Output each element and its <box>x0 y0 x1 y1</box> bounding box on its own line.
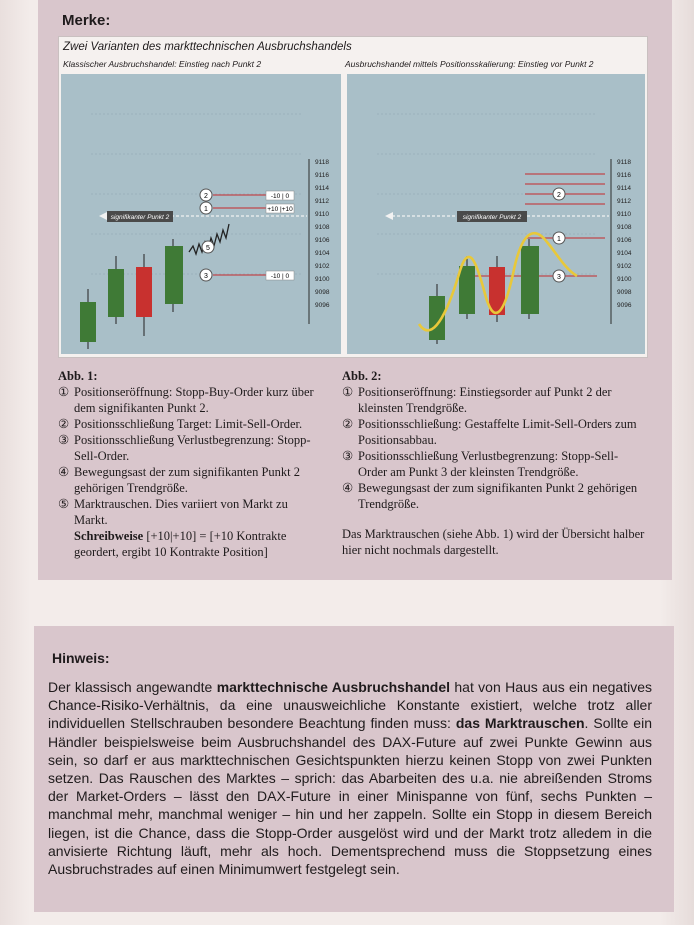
left-signal-label: signifikanter Punkt 2 <box>110 214 170 221</box>
left-tick: 9096 <box>315 302 330 309</box>
merke-heading: Merke: <box>62 12 111 29</box>
caption-item: ④ Bewegungsast der zum signifikanten Punkt 2 gehörigen Trendgröße. <box>58 465 301 495</box>
right-tick: 9114 <box>617 185 631 192</box>
caption-abb2-title: Abb. 2: <box>342 369 382 383</box>
right-tick: 9106 <box>617 237 632 244</box>
left-tick: 9104 <box>315 250 330 257</box>
left-tick: 9100 <box>315 276 330 283</box>
left-tick: 9112 <box>315 198 329 205</box>
left-marker: 1 <box>204 206 208 213</box>
left-tick: 9098 <box>315 289 330 296</box>
left-candle <box>136 267 152 317</box>
left-marker: 5 <box>206 245 210 252</box>
right-tick: 9116 <box>617 172 631 179</box>
figure-title: Zwei Varianten des markttechnischen Ausbruchshandels <box>63 41 352 53</box>
right-candle <box>521 246 539 314</box>
caption-item: ④ Bewegungsast der zum signifikanten Punkt 2 gehörigen Trendgröße. <box>342 481 638 511</box>
left-order-label: -10 | 0 <box>270 273 290 280</box>
left-tick: 9118 <box>315 159 329 166</box>
caption-item: ③ Positionsschließung Verlustbegrenzung: Stopp-Sell-Order am Punkt 3 der kleinsten Trendgröße. <box>342 449 619 479</box>
caption-item: ② Positionsschließung: Gestaffelte Limit-Sell-Orders zum Positionsabbau. <box>342 417 637 447</box>
schreibweise-note: Schreibweise [+10|+10] = [+10 Kontrakte geordert, ergibt 10 Kontrakte Position] <box>74 529 287 559</box>
left-marker: 3 <box>204 273 208 280</box>
right-tick: 9102 <box>617 263 632 270</box>
left-candle <box>80 302 96 342</box>
highlight-term: markttechnische Ausbruchshandel <box>216 679 451 695</box>
right-tick: 9108 <box>617 224 632 231</box>
right-tick: 9104 <box>617 250 632 257</box>
left-order-label: +10 |+10 <box>267 206 293 213</box>
highlight-term: das Marktrauschen <box>455 715 585 732</box>
right-marker: 1 <box>557 236 561 243</box>
right-tick: 9112 <box>617 198 631 205</box>
left-chart <box>61 74 341 354</box>
caption-item: ① Positionseröffnung: Einstiegsorder auf Punkt 2 der kleinsten Trendgröße. <box>342 385 612 415</box>
left-marker: 2 <box>204 193 208 200</box>
left-tick: 9102 <box>315 263 330 270</box>
left-tick: 9106 <box>315 237 330 244</box>
right-marker: 2 <box>557 192 561 199</box>
caption-abb1 <box>58 368 320 560</box>
left-tick: 9114 <box>315 185 329 192</box>
left-order-label: -10 | 0 <box>270 193 290 200</box>
caption-item: ① Positionseröffnung: Stopp-Buy-Order kurz über dem signifikanten Punkt 2. <box>58 385 314 415</box>
left-candle <box>108 269 124 317</box>
right-tick: 9118 <box>617 159 631 166</box>
right-candle <box>459 266 475 314</box>
left-chart-subtitle: Klassischer Ausbruchshandel: Einstieg nach Punkt 2 <box>63 59 262 69</box>
right-tick: 9110 <box>617 211 631 218</box>
right-tick: 9100 <box>617 276 632 283</box>
hinweis-heading: Hinweis: <box>52 650 110 666</box>
left-tick: 9110 <box>315 211 329 218</box>
hinweis-body: Der klassisch angewandte markttechnische Ausbruchshandel hat von Haus aus ein negatives Chance-Risiko-Verhältnis, da eine unausweichliche Konstante existiert, welche trotz aller individuellen Stellschrauben besondere Beachtung finden muss: das Marktrauschen. Sollte ein Händler beispielsweise beim Ausbruchshandel des DAX-Future auf zwei Punkte Gewinn aus sein, so darf er aus markttechnischen Gesichtspunkten hierzu keinen Stopp von zwei Punkten setzen. Das Rauschen des Marktes – sprich: das Abarbeiten des u.a. nie abreißenden Stroms der Market-Orders – lässt den DAX-Future in einer Minispanne von fünf, sechs Punkten – manchmal mehr, manchmal weniger – hin und her zappeln. Sollte ein Stopp in diesem Bereich liegen, ist die Chance, dass die Stopp-Order ausgelöst wird und der Markt trotz alledem in die anvisierte Richtung läuft, mehr als hoch. Dementsprechend muss die Stoppsetzung eines Ausbruchstrades auf einen Minimumwert festgelegt sein. <box>48 679 652 878</box>
figure-panel <box>58 36 648 358</box>
left-tick: 9108 <box>315 224 330 231</box>
right-tick: 9096 <box>617 302 632 309</box>
left-candle <box>165 246 183 304</box>
right-chart-subtitle: Ausbruchshandel mittels Positionsskalierung: Einstieg vor Punkt 2 <box>345 59 594 69</box>
caption-item: ⑤ Marktrauschen. Dies variiert von Markt zu Markt. <box>58 497 288 527</box>
right-chart-svg <box>347 74 645 354</box>
left-tick: 9116 <box>315 172 329 179</box>
caption-item: ③ Positionsschließung Verlustbegrenzung: Stopp-Sell-Order. <box>58 433 311 463</box>
caption-item: ② Positionsschließung Target: Limit-Sell-Order. <box>58 417 303 431</box>
right-marker: 3 <box>557 274 561 281</box>
right-tick: 9098 <box>617 289 632 296</box>
left-chart-svg <box>61 74 341 354</box>
right-signal-label: signifikanter Punkt 2 <box>462 214 522 221</box>
caption-abb2 <box>342 368 646 558</box>
caption-abb1-title: Abb. 1: <box>58 369 98 383</box>
caption-abb2-note: Das Marktrauschen (siehe Abb. 1) wird der Übersicht halber hier nicht nochmals dargestellt. <box>342 527 645 557</box>
right-chart <box>347 74 645 354</box>
